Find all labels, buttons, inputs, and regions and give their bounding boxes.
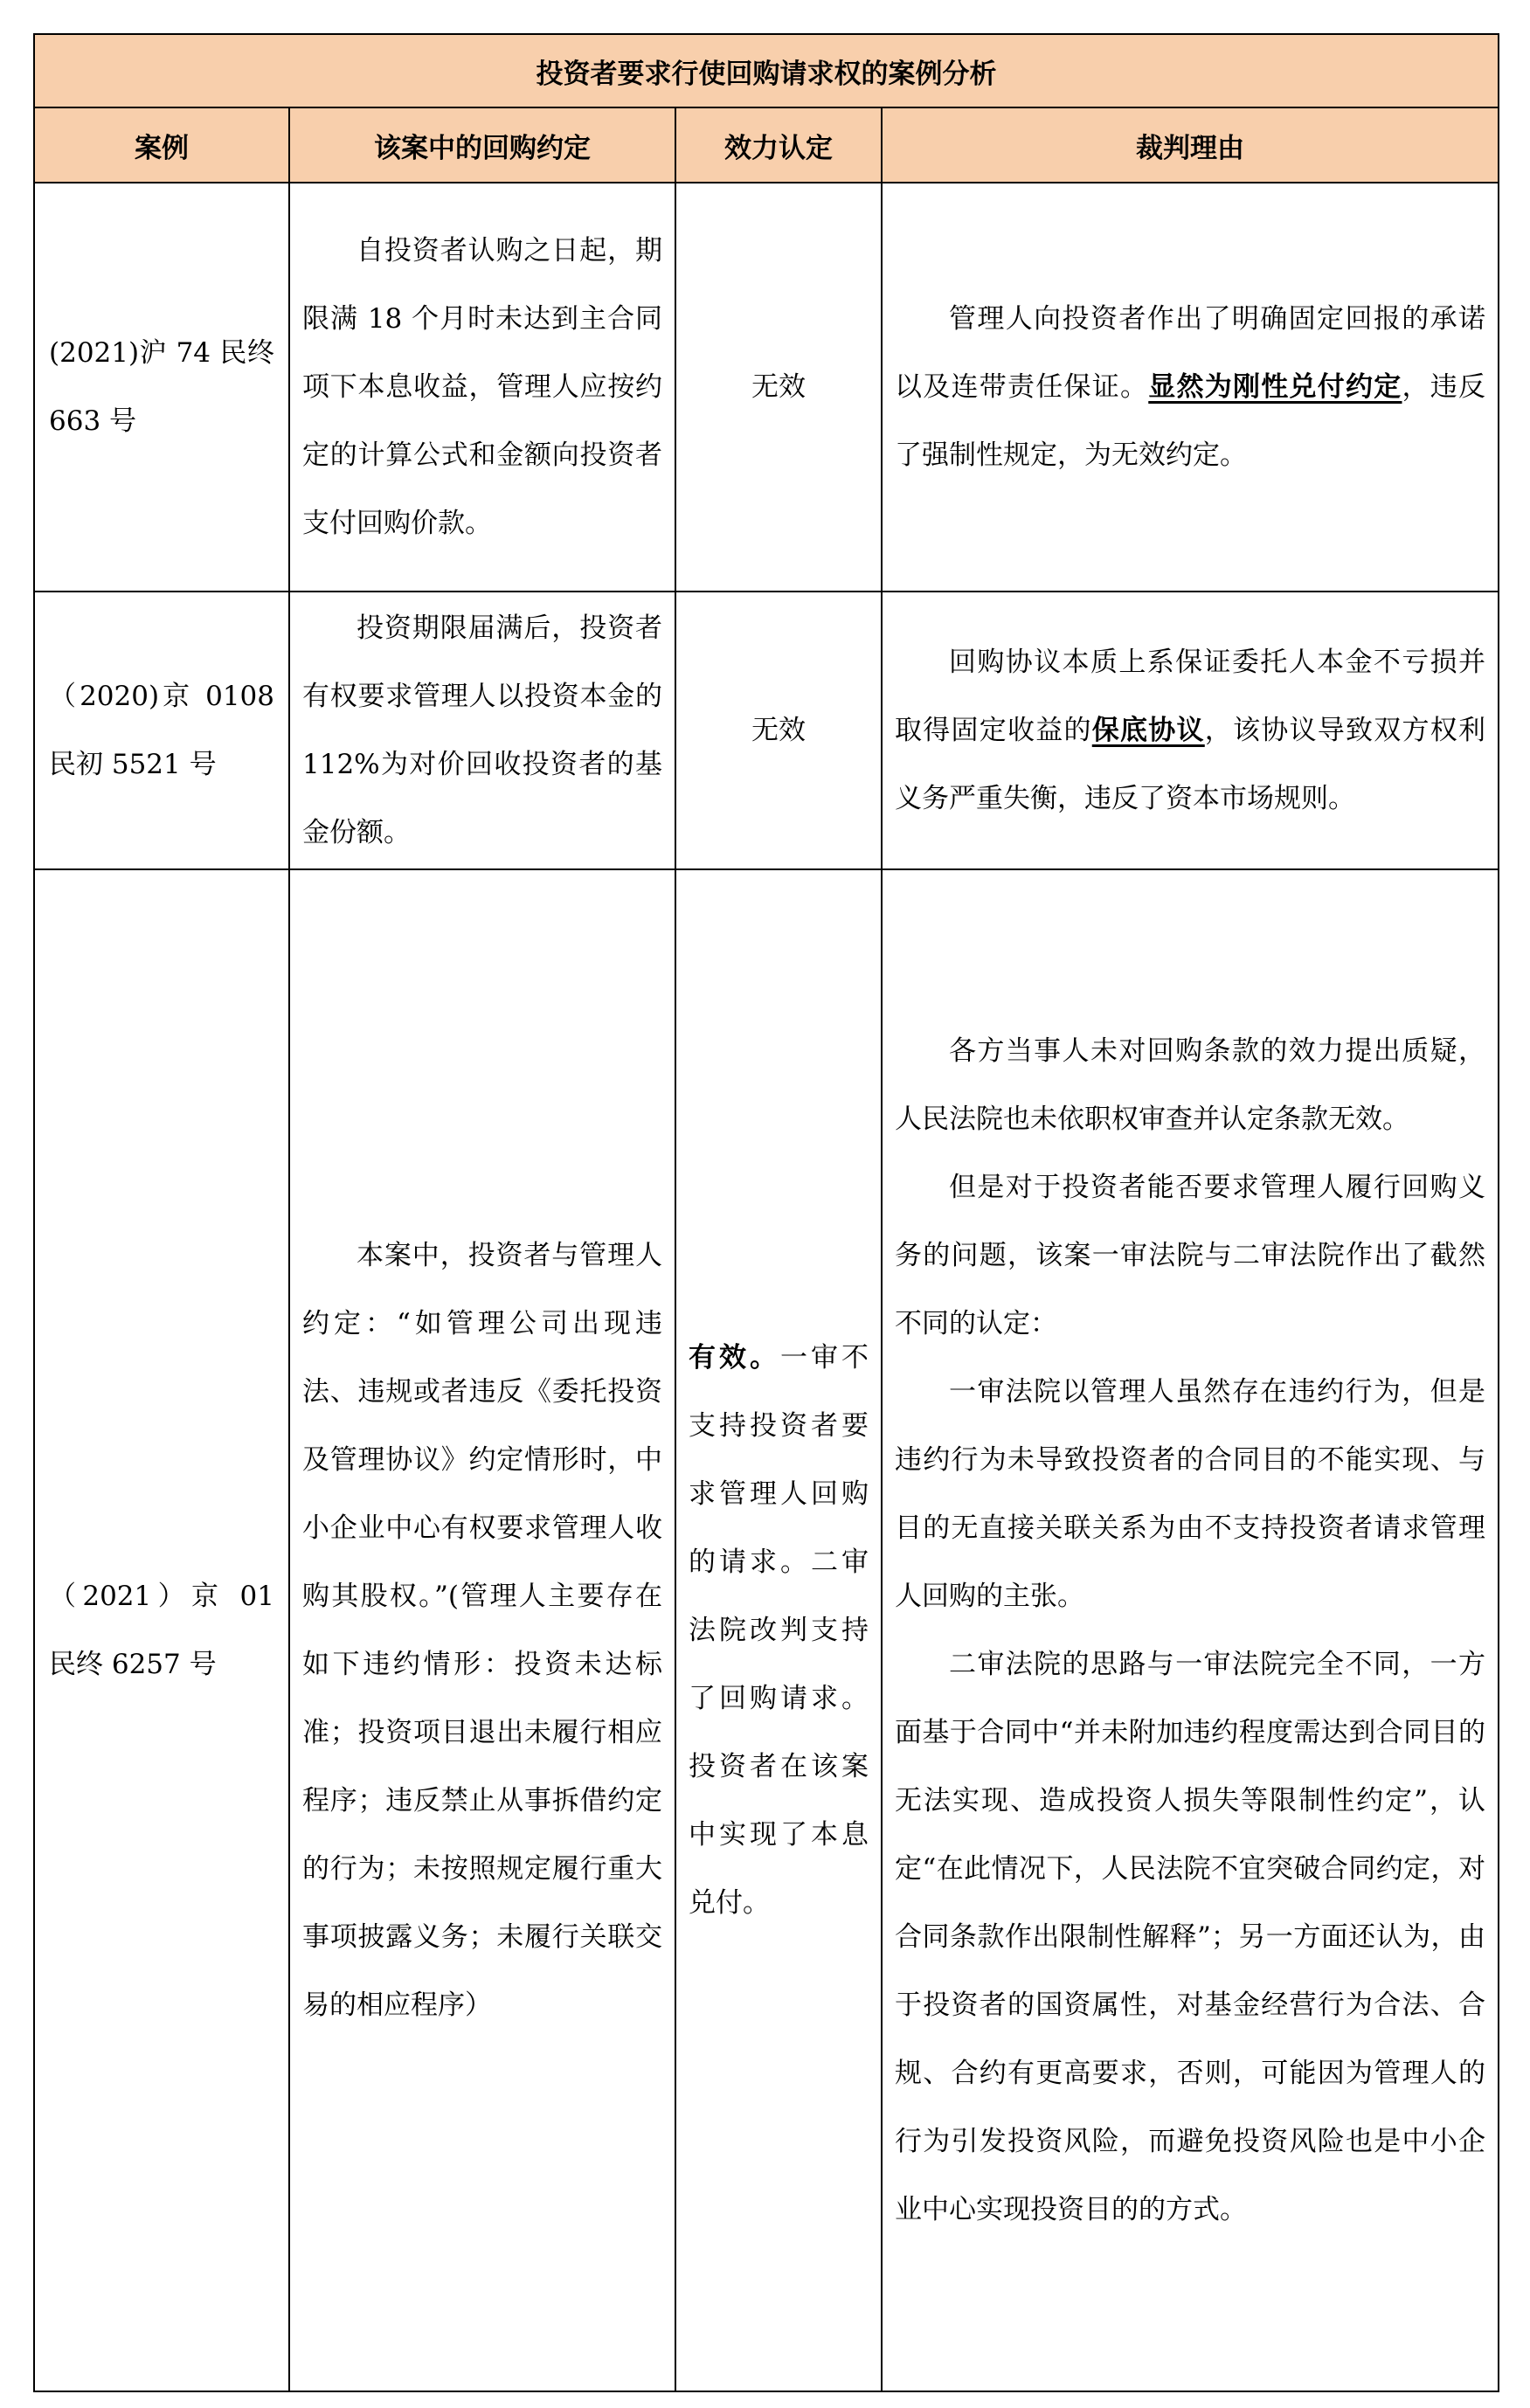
validity-text bbox=[689, 1324, 869, 1937]
table-row bbox=[34, 592, 1499, 869]
table-row bbox=[34, 869, 1499, 2391]
reason-paragraph: 各方当事人未对回购条款的效力提出质疑，人民法院也未依职权审查并认定条款无效。 bbox=[895, 1035, 1485, 1135]
table-row bbox=[34, 183, 1499, 592]
reason-key-phrase: 保底协议 bbox=[1091, 715, 1205, 746]
agreement-text: 自投资者认购之日起，期限满 18 个月时未达到主合同项下本息收益，管理人应按约定的计算公式和金额向投资者支付回购价款。 bbox=[302, 235, 662, 539]
reason-text-post: ，违反了强制性规定，为无效约定。 bbox=[895, 371, 1485, 471]
header-reason: 裁判理由 bbox=[882, 107, 1499, 183]
buyback-agreement bbox=[289, 183, 675, 592]
reason-paragraph: 二审法院的思路与一审法院完全不同，一方面基于合同中“并未附加违约程度需达到合同目的无法实现、造成投资人损失等限制性约定”，认定“在此情况下，人民法院不宜突破合同约定，对合同条款作出限制性解释”；另一方面还认为，由于投资者的国资属性，对基金经营行为合法、合规、合约有更高要求，否则，可能因为管理人的行为引发投资风险，而避免投资风险也是中小企业中心实现投资目的的方式。 bbox=[895, 1649, 1485, 2225]
reason-text bbox=[895, 285, 1485, 489]
header-agreement: 该案中的回购约定 bbox=[289, 107, 675, 183]
reason-text bbox=[895, 628, 1485, 833]
validity-verdict: 有效。 bbox=[689, 1342, 780, 1374]
validity-detail: 一审不支持投资者要求管理人回购的请求。二审法院改判支持了回购请求。投资者在该案中实现了本息兑付。 bbox=[689, 1342, 869, 1919]
case-number: (2021)沪 74 民终 663 号 bbox=[34, 183, 289, 592]
header-case: 案例 bbox=[34, 107, 289, 183]
case-analysis-table bbox=[33, 33, 1499, 2392]
validity: 无效 bbox=[675, 183, 882, 592]
validity bbox=[675, 869, 882, 2391]
reason-paragraph: 一审法院以管理人虽然存在违约行为，但是违约行为未导致投资者的合同目的不能实现、与目的无直接关联关系为由不支持投资者请求管理人回购的主张。 bbox=[895, 1376, 1485, 1612]
judgment-reason bbox=[882, 869, 1499, 2391]
agreement-text: 本案中，投资者与管理人约定：“如管理公司出现违法、违规或者违反《委托投资及管理协议》约定情形时，中小企业中心有权要求管理人收购其股权。”(管理人主要存在如下违约情形：投资未达标准；投资项目退出未履行相应程序；违反禁止从事拆借约定的行为；未按照规定履行重大事项披露义务；未履行关联交易的相应程序） bbox=[302, 1240, 662, 2021]
table-title: 投资者要求行使回购请求权的案例分析 bbox=[34, 34, 1499, 107]
reason-key-phrase: 显然为刚性兑付约定 bbox=[1148, 371, 1402, 403]
agreement-text: 投资期限届满后，投资者有权要求管理人以投资本金的 112%为对价回收投资者的基金份额。 bbox=[302, 612, 662, 848]
case-number: （2020)京 0108 民初 5521 号 bbox=[34, 592, 289, 869]
reason-text-post: ，该协议导致双方权利义务严重失衡，违反了资本市场规则。 bbox=[895, 715, 1485, 814]
table-title-row bbox=[34, 34, 1499, 107]
judgment-reason bbox=[882, 592, 1499, 869]
header-validity: 效力认定 bbox=[675, 107, 882, 183]
validity: 无效 bbox=[675, 592, 882, 869]
judgment-reason bbox=[882, 183, 1499, 592]
case-number: （2021）京 01 民终 6257 号 bbox=[34, 869, 289, 2391]
reason-paragraph: 但是对于投资者能否要求管理人履行回购义务的问题，该案一审法院与二审法院作出了截然不同的认定： bbox=[895, 1172, 1485, 1339]
reason-text-pre: 回购协议本质上系保证委托人本金不亏损并取得固定收益的 bbox=[895, 647, 1485, 746]
reason-text-pre: 管理人向投资者作出了明确固定回报的承诺以及连带责任保证。 bbox=[895, 303, 1485, 403]
buyback-agreement bbox=[289, 592, 675, 869]
page bbox=[33, 33, 1498, 2392]
table-header-row bbox=[34, 107, 1499, 183]
buyback-agreement bbox=[289, 869, 675, 2391]
